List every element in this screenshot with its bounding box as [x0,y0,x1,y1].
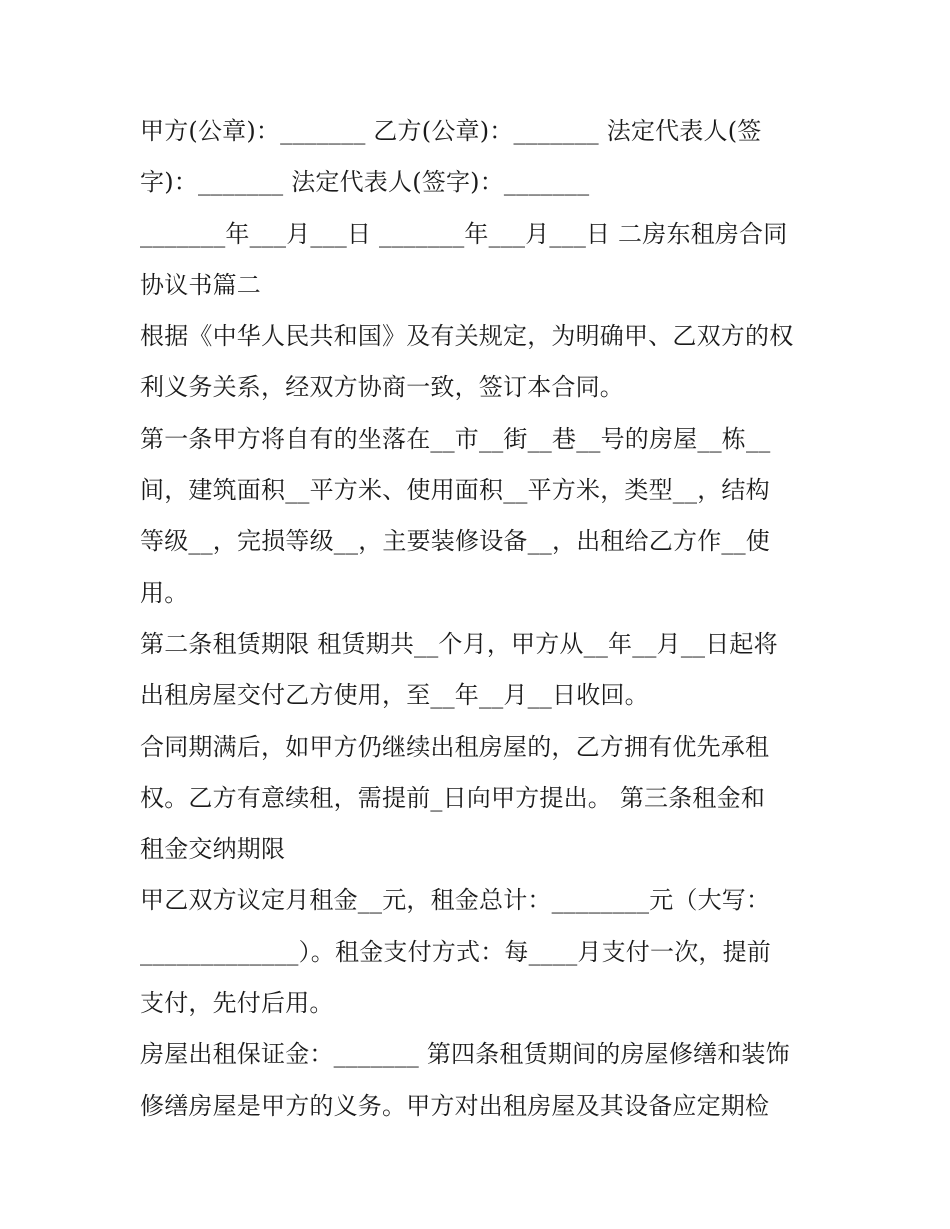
text-line: 协议书篇二 [140,270,261,299]
text-line: 利义务关系，经双方协商一致，签订本合同。 [140,373,624,402]
text-line: 用。 [140,578,189,607]
text-line: 间，建筑面积__平方米、使用面积__平方米，类型__，结构 [140,476,770,505]
text-line: 第一条甲方将自有的坐落在__市__街__巷__号的房屋__栋__ [140,424,771,453]
text-line: 等级__，完损等级__，主要装修设备__，出租给乙方作__使 [140,527,770,556]
text-line: 甲乙双方议定月租金__元，租金总计：________元（大写： [140,886,771,915]
text-line: 权。乙方有意续租，需提前_日向甲方提出。 第三条租金和 [140,783,766,812]
text-line: 第二条租赁期限 租赁期共__个月，甲方从__年__月__日起将 [140,629,778,658]
text-line: 根据《中华人民共和国》及有关规定，为明确甲、乙双方的权 [140,322,794,351]
text-line: _____________）。租金支付方式：每____月支付一次，提前 [140,937,771,966]
text-line: 甲方(公章)：_______ 乙方(公章)：_______ 法定代表人(签 [140,117,762,145]
text-line: 合同期满后，如甲方仍继续出租房屋的，乙方拥有优先承租 [140,732,770,761]
text-line: 字)：_______ 法定代表人(签字)：_______ [140,168,590,197]
document-body [140,106,820,1132]
text-line: 支付，先付后用。 [140,989,334,1018]
text-line: 房屋出租保证金：_______ 第四条租赁期间的房屋修缮和装饰 [140,1040,790,1069]
text-line: 修缮房屋是甲方的义务。甲方对出租房屋及其设备应定期检 [140,1091,770,1120]
text-line: 出租房屋交付乙方使用，至__年__月__日收回。 [140,681,649,710]
text-line: _______年___月___日 _______年___月___日 二房东租房合同 [140,219,788,248]
text-line: 租金交纳期限 [140,835,286,864]
